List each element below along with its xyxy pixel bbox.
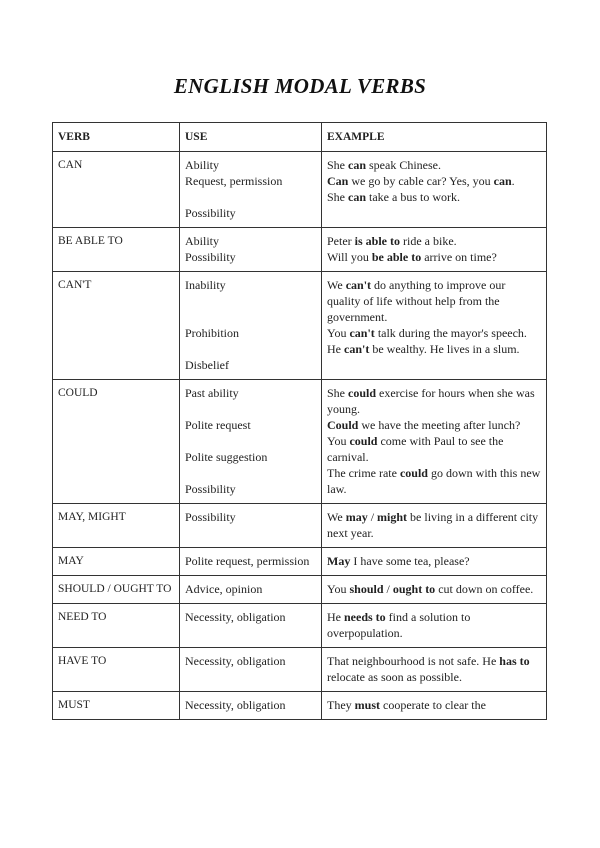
- verb-cell: COULD: [53, 380, 180, 504]
- example-cell: [322, 548, 547, 576]
- modal-keyword: could: [399, 466, 428, 480]
- example-text: take a bus to work.: [366, 190, 460, 204]
- example-cell: [322, 648, 547, 692]
- example-text: speak Chinese.: [366, 158, 441, 172]
- example-text: He: [327, 610, 344, 624]
- example-text: They: [327, 698, 355, 712]
- page-title: ENGLISH MODAL VERBS: [173, 74, 427, 98]
- table-row: [53, 504, 547, 548]
- example-sentence: [327, 417, 541, 433]
- header-verb: VERB: [53, 123, 180, 152]
- use-cell: [180, 380, 322, 504]
- example-text: relocate as soon as possible.: [327, 670, 462, 684]
- verb-cell: MUST: [53, 692, 180, 720]
- example-sentence: [327, 581, 541, 597]
- header-use: USE: [180, 123, 322, 152]
- modal-keyword: must: [354, 698, 380, 712]
- modal-keyword: Could: [327, 418, 359, 432]
- example-sentence: [327, 509, 541, 541]
- example-cell: [322, 504, 547, 548]
- use-item: Polite request, permission: [185, 554, 310, 568]
- use-spacer: [185, 293, 316, 309]
- use-item: Disbelief: [185, 358, 229, 372]
- use-item: Advice, opinion: [185, 582, 263, 596]
- use-cell: [180, 548, 322, 576]
- example-text: You: [327, 326, 350, 340]
- use-spacer: [185, 433, 316, 449]
- example-sentence: [327, 233, 541, 249]
- use-item: Possibility: [185, 250, 236, 264]
- verb-cell: CAN: [53, 152, 180, 228]
- verb-cell: MAY, MIGHT: [53, 504, 180, 548]
- example-text: go down with this new law.: [327, 466, 541, 496]
- modal-keyword: is able to: [354, 234, 400, 248]
- modal-keyword: May: [327, 554, 351, 568]
- example-text: You: [327, 582, 350, 596]
- modal-verbs-table: [52, 122, 547, 720]
- example-text: Peter: [327, 234, 355, 248]
- example-text: be living in a different city next year.: [327, 510, 539, 540]
- modal-keyword: can: [348, 190, 366, 204]
- modal-keyword: should: [349, 582, 384, 596]
- verb-cell: NEED TO: [53, 604, 180, 648]
- example-cell: [322, 272, 547, 380]
- modal-keyword: has to: [499, 654, 530, 668]
- use-spacer: [185, 341, 316, 357]
- example-sentence: [327, 249, 541, 265]
- verb-cell: HAVE TO: [53, 648, 180, 692]
- use-cell: [180, 604, 322, 648]
- example-text: arrive on time?: [421, 250, 497, 264]
- use-item: Request, permission: [185, 174, 283, 188]
- example-sentence: [327, 189, 541, 205]
- example-text: .: [511, 174, 515, 188]
- use-spacer: [185, 401, 316, 417]
- modal-keyword: Can: [327, 174, 349, 188]
- table-row: [53, 548, 547, 576]
- use-cell: [180, 152, 322, 228]
- example-text: do anything to improve our quality of life without help from the government.: [327, 278, 506, 324]
- verb-cell: BE ABLE TO: [53, 228, 180, 272]
- use-spacer: [185, 309, 316, 325]
- header-example: EXAMPLE: [322, 123, 547, 152]
- verb-cell: SHOULD / OUGHT TO: [53, 576, 180, 604]
- use-item: Possibility: [185, 510, 236, 524]
- example-cell: [322, 152, 547, 228]
- example-text: /: [367, 510, 378, 524]
- example-text: we have the meeting after lunch?: [358, 418, 521, 432]
- example-cell: [322, 228, 547, 272]
- example-text: we go by cable car? Yes, you: [348, 174, 494, 188]
- example-text: The crime rate: [327, 466, 400, 480]
- example-text: talk during the mayor's speech.: [374, 326, 527, 340]
- use-item: Inability: [185, 278, 226, 292]
- table-row: [53, 380, 547, 504]
- use-cell: [180, 272, 322, 380]
- example-text: /: [383, 582, 393, 596]
- example-cell: [322, 692, 547, 720]
- verb-cell: MAY: [53, 548, 180, 576]
- use-cell: [180, 648, 322, 692]
- use-spacer: [185, 189, 316, 205]
- use-cell: [180, 576, 322, 604]
- modal-keyword: be able to: [371, 250, 422, 264]
- table-row: [53, 576, 547, 604]
- example-text: cut down on coffee.: [435, 582, 534, 596]
- example-text: exercise for hours when she was young.: [327, 386, 535, 416]
- example-sentence: [327, 277, 541, 325]
- example-text: You: [327, 434, 350, 448]
- example-sentence: [327, 653, 541, 685]
- modal-keyword: can: [348, 158, 366, 172]
- example-sentence: [327, 325, 541, 341]
- example-text: She: [327, 190, 348, 204]
- example-text: We: [327, 278, 346, 292]
- use-item: Possibility: [185, 206, 236, 220]
- example-sentence: [327, 173, 541, 189]
- example-cell: [322, 604, 547, 648]
- example-sentence: [327, 697, 541, 713]
- modal-keyword: might: [377, 510, 408, 524]
- table-body: [53, 152, 547, 720]
- use-cell: [180, 504, 322, 548]
- table-header-row: [53, 123, 547, 152]
- example-text: cooperate to clear the: [380, 698, 486, 712]
- example-sentence: [327, 341, 541, 357]
- modal-keyword: could: [349, 434, 378, 448]
- modal-keyword: could: [348, 386, 377, 400]
- example-text: He: [327, 342, 344, 356]
- table-row: [53, 228, 547, 272]
- example-text: find a solution to overpopulation.: [327, 610, 471, 640]
- use-item: Polite request: [185, 418, 251, 432]
- example-sentence: [327, 609, 541, 641]
- table-row: [53, 272, 547, 380]
- modal-keyword: can't: [345, 278, 372, 292]
- use-item: Ability: [185, 158, 220, 172]
- example-text: Will you: [327, 250, 372, 264]
- use-item: Past ability: [185, 386, 239, 400]
- table-row: [53, 648, 547, 692]
- table-row: [53, 152, 547, 228]
- use-cell: [180, 692, 322, 720]
- modal-keyword: can't: [349, 326, 375, 340]
- use-item: Necessity, obligation: [185, 610, 286, 624]
- use-item: Necessity, obligation: [185, 698, 286, 712]
- example-text: ride a bike.: [400, 234, 457, 248]
- example-sentence: [327, 553, 541, 569]
- example-text: She: [327, 386, 348, 400]
- use-item: Necessity, obligation: [185, 654, 286, 668]
- modal-keyword: may: [345, 510, 368, 524]
- example-text: She: [327, 158, 348, 172]
- modal-keyword: needs to: [344, 610, 386, 624]
- use-item: Polite suggestion: [185, 450, 268, 464]
- table-row: [53, 604, 547, 648]
- example-text: I have some tea, please?: [350, 554, 470, 568]
- use-item: Prohibition: [185, 326, 240, 340]
- table-row: [53, 692, 547, 720]
- modal-keyword: can: [493, 174, 512, 188]
- verb-cell: CAN'T: [53, 272, 180, 380]
- modal-keyword: can't: [344, 342, 370, 356]
- example-text: We: [327, 510, 346, 524]
- use-cell: [180, 228, 322, 272]
- example-sentence: [327, 465, 541, 497]
- example-sentence: [327, 385, 541, 417]
- example-text: That neighbourhood is not safe. He: [327, 654, 500, 668]
- modal-keyword: ought to: [392, 582, 436, 596]
- example-sentence: [327, 157, 541, 173]
- example-text: be wealthy. He lives in a slum.: [369, 342, 520, 356]
- use-item: Possibility: [185, 482, 236, 496]
- example-text: come with Paul to see the carnival.: [327, 434, 504, 464]
- use-spacer: [185, 465, 316, 481]
- use-item: Ability: [185, 234, 220, 248]
- example-cell: [322, 576, 547, 604]
- example-sentence: [327, 433, 541, 465]
- example-cell: [322, 380, 547, 504]
